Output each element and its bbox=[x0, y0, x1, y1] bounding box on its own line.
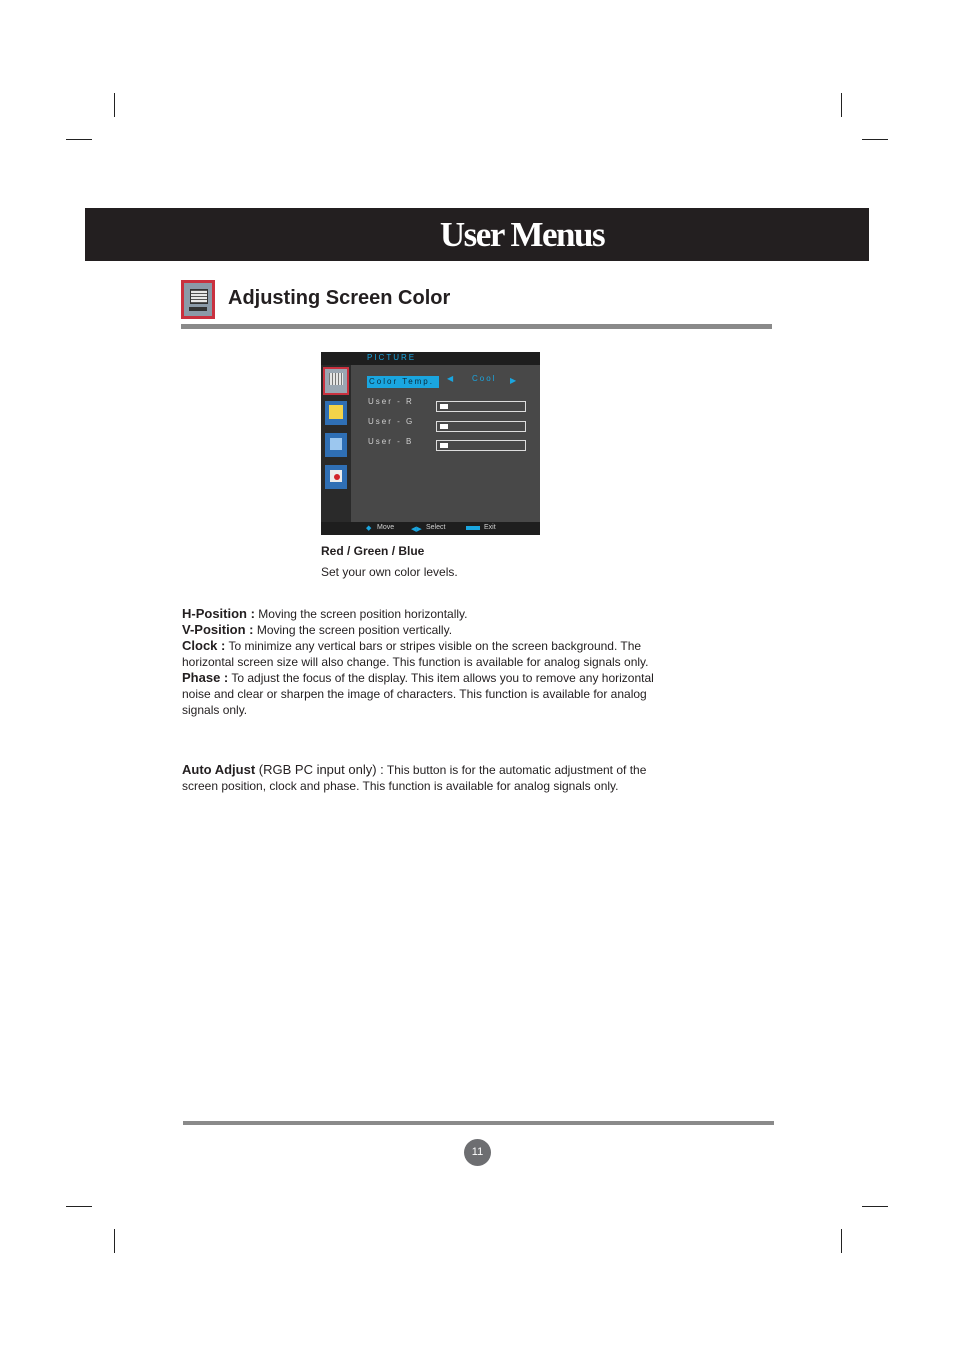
slider-fill bbox=[440, 443, 448, 448]
osd-slider-user-b bbox=[436, 440, 526, 451]
position-icon bbox=[323, 431, 349, 459]
osd-footer-select: Select bbox=[426, 524, 446, 531]
osd-color-temp-value: Cool bbox=[472, 374, 497, 383]
osd-item-user-b: User - B bbox=[368, 437, 414, 446]
menu-key-icon bbox=[466, 526, 480, 530]
updown-icon: ◆ bbox=[366, 525, 372, 532]
leftright-icon: ◀▶ bbox=[411, 526, 422, 533]
osd-slider-user-r bbox=[436, 401, 526, 412]
desc-v-position bbox=[182, 622, 672, 638]
osd-footer bbox=[321, 522, 540, 535]
crop-mark bbox=[114, 1229, 115, 1253]
monitor-picture-icon bbox=[181, 280, 215, 319]
desc-note: (RGB PC input only) : bbox=[255, 762, 384, 777]
crop-mark bbox=[114, 93, 115, 117]
osd-menu-screenshot bbox=[321, 352, 540, 535]
page-number: 11 bbox=[464, 1139, 491, 1166]
desc-label: Clock : bbox=[182, 638, 226, 653]
tools-icon bbox=[323, 463, 349, 491]
desc-text: This button is for the automatic adjustment of the screen position, clock and phase. This function is available for analog signals only. bbox=[182, 763, 647, 793]
crop-mark bbox=[862, 1206, 888, 1207]
crop-mark bbox=[66, 1206, 92, 1207]
desc-label: Phase : bbox=[182, 670, 229, 685]
slider-fill bbox=[440, 424, 448, 429]
desc-label: Auto Adjust bbox=[182, 762, 256, 777]
osd-menu-title: PICTURE bbox=[367, 353, 417, 362]
crop-mark bbox=[862, 139, 888, 140]
description-block bbox=[182, 606, 672, 718]
section-divider bbox=[181, 324, 772, 329]
arrow-right-icon: ▶ bbox=[510, 376, 517, 385]
desc-text: Moving the screen position horizontally. bbox=[254, 607, 468, 621]
desc-label: H-Position : bbox=[182, 606, 255, 621]
desc-phase bbox=[182, 670, 672, 718]
osd-footer-exit: Exit bbox=[484, 524, 496, 531]
osd-item-user-r: User - R bbox=[368, 397, 414, 406]
color-icon bbox=[323, 399, 349, 427]
osd-item-user-g: User - G bbox=[368, 417, 415, 426]
desc-clock bbox=[182, 638, 672, 670]
caption-body: Set your own color levels. bbox=[321, 565, 458, 579]
header-banner bbox=[85, 208, 869, 261]
osd-slider-user-g bbox=[436, 421, 526, 432]
osd-title-bar bbox=[321, 352, 540, 365]
picture-icon bbox=[323, 367, 349, 395]
desc-text: To minimize any vertical bars or stripes visible on the screen background. The horizontal screen size will also change. This function is available for analog signals only. bbox=[182, 639, 649, 669]
footer-divider bbox=[183, 1121, 774, 1125]
crop-mark bbox=[841, 93, 842, 117]
page-title: User Menus bbox=[439, 215, 605, 254]
desc-label: V-Position : bbox=[182, 622, 254, 637]
crop-mark bbox=[841, 1229, 842, 1253]
desc-text: Moving the screen position vertically. bbox=[253, 623, 453, 637]
desc-auto-adjust bbox=[182, 762, 672, 794]
crop-mark bbox=[66, 139, 92, 140]
desc-text: To adjust the focus of the display. This item allows you to remove any horizontal noise and clear or sharpen the image of characters. This function is available for analog signals only. bbox=[182, 671, 654, 717]
osd-footer-move: Move bbox=[377, 524, 395, 531]
osd-sidebar bbox=[321, 365, 351, 523]
arrow-left-icon: ◀ bbox=[447, 374, 454, 383]
slider-fill bbox=[440, 404, 448, 409]
osd-item-color-temp: Color Temp. bbox=[369, 377, 434, 386]
desc-h-position bbox=[182, 606, 672, 622]
section-title: Adjusting Screen Color bbox=[228, 287, 451, 309]
caption-heading: Red / Green / Blue bbox=[321, 544, 425, 558]
